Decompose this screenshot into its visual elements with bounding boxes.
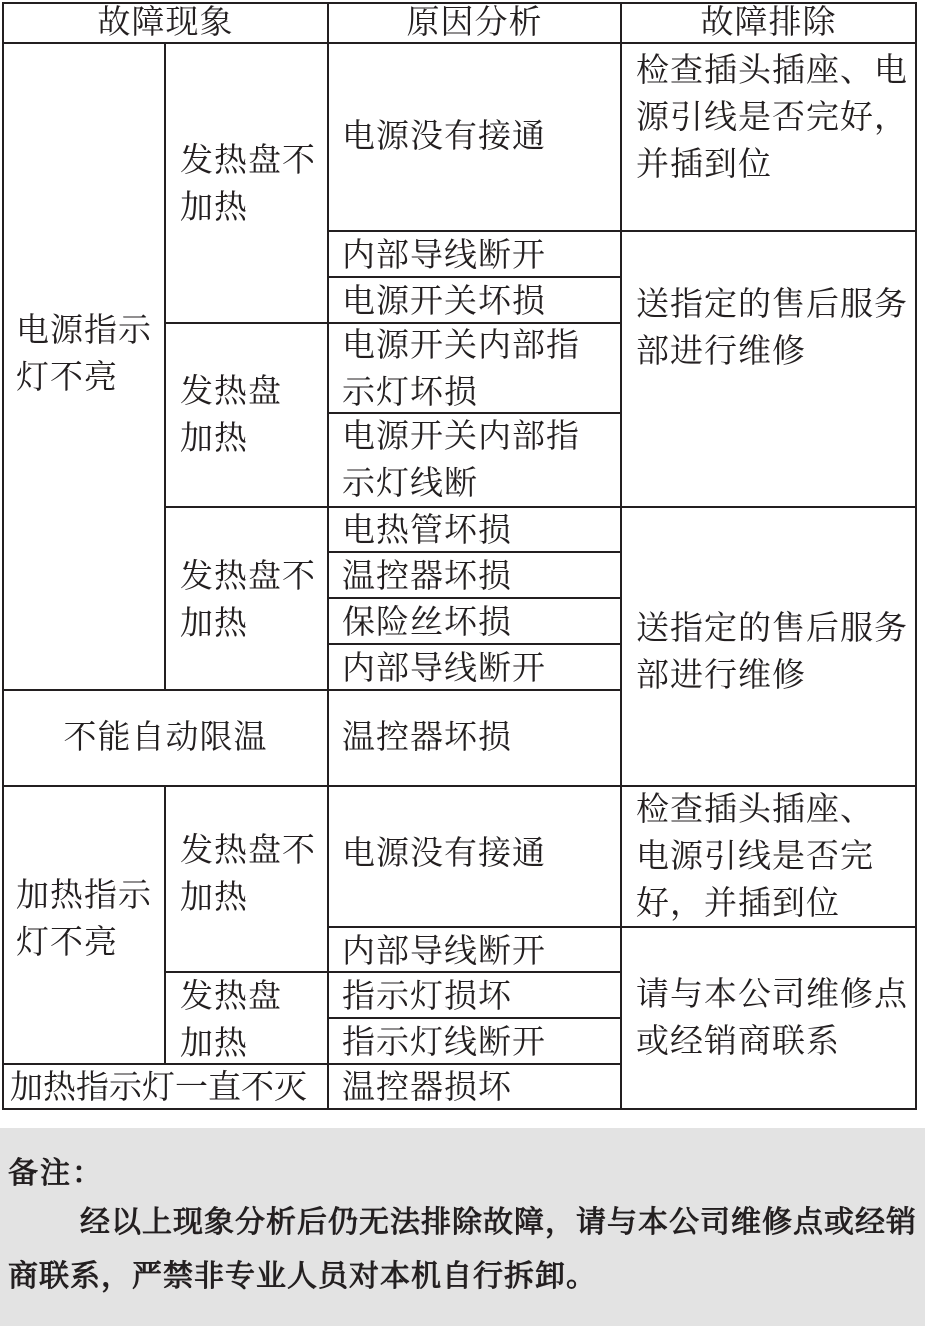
remedy-check-plug: 检查插头插座、电源引线是否完好，并插到位 xyxy=(636,50,908,183)
remedy-send-service: 送指定的售后服务部进行维修 xyxy=(636,284,908,370)
sub-symptom-disc-not-heating: 发热盘不加热 xyxy=(180,140,316,226)
cause-fuse-broken: 保险丝坏损 xyxy=(342,602,512,641)
remedy-send-service: 送指定的售后服务部进行维修 xyxy=(636,608,908,694)
cause-thermostat-damaged: 温控器损坏 xyxy=(342,1067,512,1106)
symptom-heat-light-always-on: 加热指示灯一直不灭 xyxy=(10,1067,307,1106)
cause-thermostat-broken: 温控器坏损 xyxy=(342,717,512,756)
cause-inner-wire-broken: 内部导线断开 xyxy=(342,235,546,274)
header-cause: 原因分析 xyxy=(406,2,543,41)
cause-inner-wire-broken: 内部导线断开 xyxy=(342,648,546,687)
remedy-contact-dealer: 请与本公司维修点或经销商联系 xyxy=(636,974,908,1060)
symptom-no-auto-temp: 不能自动限温 xyxy=(63,717,268,756)
cause-switch-broken: 电源开关坏损 xyxy=(342,281,546,320)
cause-thermostat-broken: 温控器坏损 xyxy=(342,556,512,595)
sub-symptom-disc-heating: 发热盘加热 xyxy=(180,976,282,1062)
sub-symptom-disc-heating: 发热盘加热 xyxy=(180,371,282,457)
cause-indicator-broken: 指示灯损坏 xyxy=(342,976,512,1015)
column-divider xyxy=(164,42,166,690)
cause-indicator-wire-broken: 指示灯线断开 xyxy=(342,1022,546,1061)
note-body: 经以上现象分析后仍无法排除故障，请与本公司维修点或经销商联系，严禁非专业人员对本机自行拆卸。 xyxy=(8,1205,917,1294)
cause-power-not-connected: 电源没有接通 xyxy=(342,833,546,872)
column-divider xyxy=(327,2,329,1110)
sub-symptom-disc-not-heating: 发热盘不加热 xyxy=(180,556,316,642)
column-divider xyxy=(164,786,166,1064)
cause-switch-indicator-broken: 电源开关内部指示灯坏损 xyxy=(342,325,580,411)
cause-power-not-connected: 电源没有接通 xyxy=(342,116,546,155)
symptom-heat-light-off: 加热指示灯不亮 xyxy=(16,875,152,961)
cause-heating-tube-broken: 电热管坏损 xyxy=(342,510,512,549)
row-divider xyxy=(2,42,917,44)
header-remedy: 故障排除 xyxy=(700,2,837,41)
table-border-left xyxy=(2,2,4,1110)
header-symptom: 故障现象 xyxy=(97,2,234,41)
remedy-check-plug: 检查插头插座、电源引线是否完好，并插到位 xyxy=(636,789,874,922)
table-border-right xyxy=(915,2,917,1110)
sub-symptom-disc-not-heating: 发热盘不加热 xyxy=(180,830,316,916)
cause-switch-indicator-wire-broken: 电源开关内部指示灯线断 xyxy=(342,416,580,502)
symptom-power-light-off: 电源指示灯不亮 xyxy=(16,310,152,396)
note-title: 备注： xyxy=(8,1156,104,1191)
cause-inner-wire-broken: 内部导线断开 xyxy=(342,931,546,970)
column-divider xyxy=(620,2,622,1110)
